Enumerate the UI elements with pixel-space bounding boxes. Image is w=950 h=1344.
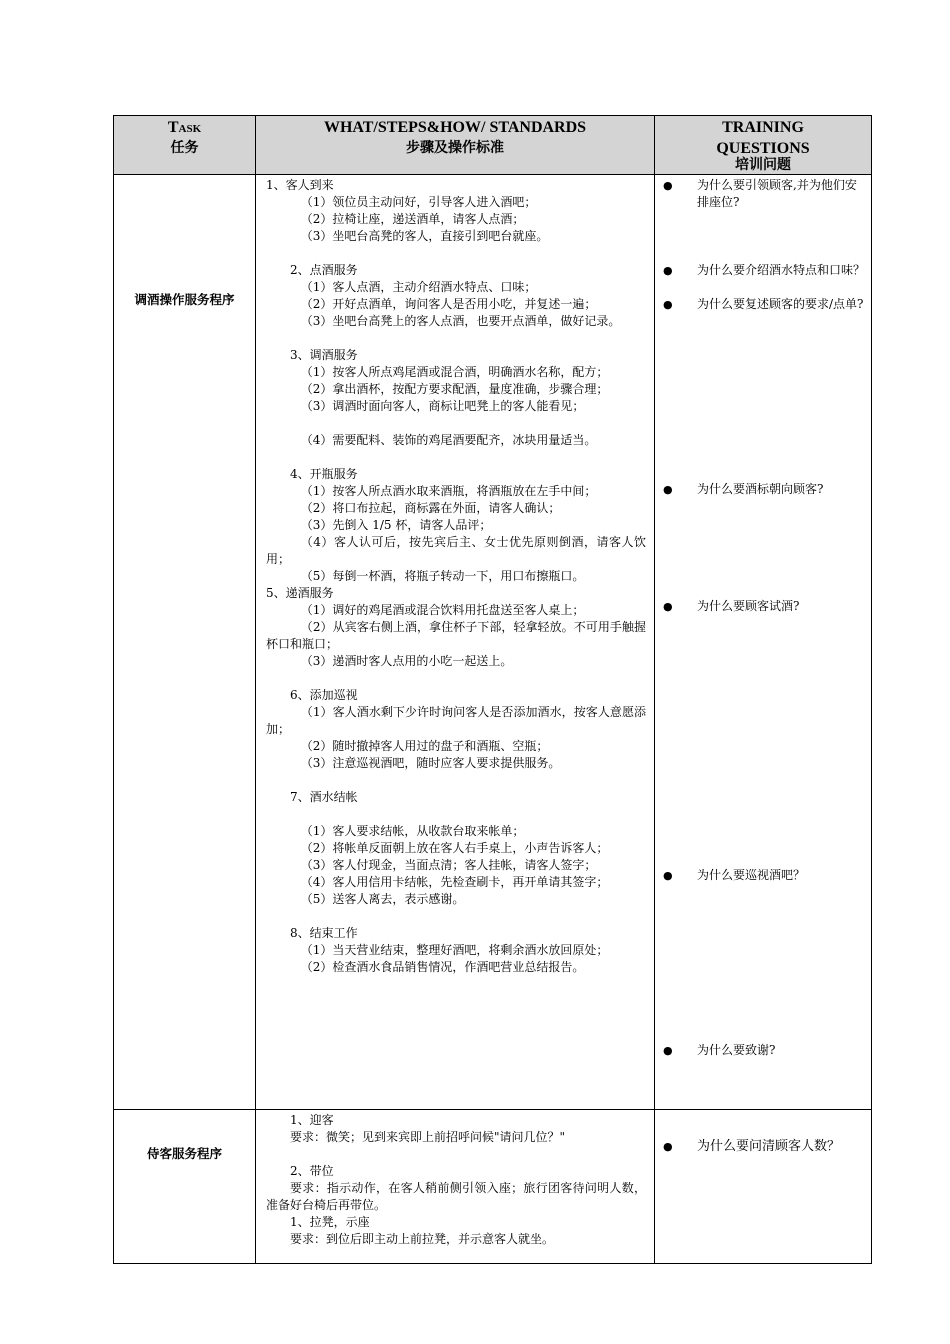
question-text: 为什么要致谢? (697, 1042, 776, 1057)
header-questions-en: TRAINING QUESTIONS (716, 119, 810, 157)
task-cell (114, 1109, 256, 1263)
bullet-icon: ● (663, 599, 673, 613)
bullet-icon: ● (663, 1043, 673, 1057)
blank-line (266, 908, 646, 925)
question-item (663, 481, 867, 498)
question-item (663, 598, 867, 615)
step-line: 要求：指示动作，在客人稍前侧引领入座；旅行团客待问明人数，准备好台椅后再带位。 (266, 1180, 646, 1212)
steps-list (266, 177, 646, 976)
bullet-icon: ● (663, 1139, 673, 1153)
question-text: 为什么要引领顾客,并为他们安排座位? (697, 177, 857, 209)
step-line: （3）客人付现金，当面点清；客人挂帐，请客人签字； (300, 857, 597, 872)
blank-line (266, 449, 646, 466)
question-item (663, 262, 867, 279)
task-cell (114, 174, 256, 1109)
table-row-guest-service (114, 1109, 872, 1263)
step-line: （1）调好的鸡尾酒或混合饮料用托盘送至客人桌上； (300, 602, 585, 617)
step-line: 7、酒水结帐 (290, 789, 358, 804)
step-line: （4）客人认可后，按先宾后主、女士优先原则倒酒，请客人饮用； (266, 534, 646, 566)
blank-line (266, 806, 646, 823)
step-line: （1）客人点酒，主动介绍酒水特点、口味； (300, 279, 537, 294)
step-line: （3）递酒时客人点用的小吃一起送上。 (300, 653, 513, 668)
step-line: （1）客人要求结帐，从收款台取来帐单； (300, 823, 525, 838)
step-line: （1）按客人所点鸡尾酒或混合酒，明确酒水名称，配方； (300, 364, 609, 379)
blank-line (266, 415, 646, 432)
blank-line (266, 1146, 646, 1163)
blank-line (266, 670, 646, 687)
bullet-icon: ● (663, 482, 673, 496)
step-line: （3）注意巡视酒吧，随时应客人要求提供服务。 (300, 755, 561, 770)
procedure-table (113, 115, 872, 1264)
bullet-icon: ● (663, 178, 673, 192)
step-line: （4）需要配料、装饰的鸡尾酒要配齐，冰块用量适当。 (300, 432, 597, 447)
header-steps (256, 116, 655, 175)
steps-cell (256, 174, 655, 1109)
task-name: 调酒操作服务程序 (134, 292, 235, 308)
question-text: 为什么要巡视酒吧？ (697, 867, 806, 882)
blank-line (266, 772, 646, 789)
step-line: 2、点酒服务 (290, 262, 358, 277)
blank-line (266, 245, 646, 262)
step-line: 2、带位 (290, 1163, 334, 1178)
header-questions (655, 116, 872, 175)
step-line: （3）坐吧台高凳上的客人点酒，也要开点酒单，做好记录。 (300, 313, 621, 328)
question-text: 为什么要问清顾客人数？ (697, 1138, 841, 1154)
step-line: （3）调酒时面向客人，商标让吧凳上的客人能看见； (300, 398, 585, 413)
question-item (663, 177, 867, 211)
step-line: （1）按客人所点酒水取来酒瓶，将酒瓶放在左手中间； (300, 483, 597, 498)
bullet-icon: ● (663, 868, 673, 882)
task-name: 侍客服务程序 (146, 1145, 222, 1161)
step-line: （2）将帐单反面朝上放在客人右手桌上，小声告诉客人； (300, 840, 609, 855)
question-text: 为什么要酒标朝向顾客? (697, 481, 824, 496)
header-questions-cn: 培训问题 (735, 156, 791, 173)
step-line: 6、添加巡视 (290, 687, 358, 702)
step-line: （4）客人用信用卡结帐，先检查刷卡，再开单请其签字； (300, 874, 609, 889)
bullet-icon: ● (663, 263, 673, 277)
steps-list (266, 1112, 646, 1248)
header-steps-cn: 步骤及操作标准 (406, 139, 504, 156)
step-line: 1、拉凳，示座 (290, 1214, 370, 1229)
step-line: 4、开瓶服务 (290, 466, 358, 481)
header-task (114, 116, 256, 175)
table-row-bartending (114, 174, 872, 1109)
step-line: （3）先倒入 1/5 杯，请客人品评； (300, 517, 492, 532)
step-line: 8、结束工作 (290, 925, 358, 940)
step-line: （2）将口布拉起，商标露在外面，请客人确认； (300, 500, 561, 515)
step-line: 要求：微笑；见到来宾即上前招呼问候"请问几位？" (290, 1129, 566, 1144)
question-text: 为什么要介绍酒水特点和口味？ (697, 262, 866, 277)
steps-cell (256, 1109, 655, 1263)
header-task-en: Task (167, 119, 202, 136)
question-item (663, 1042, 867, 1059)
step-line: （2）开好点酒单，询问客人是否用小吃，并复述一遍； (300, 296, 597, 311)
step-line: （2）拉椅让座，递送酒单，请客人点酒； (300, 211, 525, 226)
step-line: （1）客人酒水剩下少许时询问客人是否添加酒水，按客人意愿添加； (266, 704, 646, 736)
step-line: （2）从宾客右侧上酒，拿住杯子下部，轻拿轻放。不可用手触握杯口和瓶口； (266, 619, 646, 651)
question-item (663, 296, 867, 313)
step-line: （1）领位员主动问好，引导客人进入酒吧； (300, 194, 537, 209)
table-header-row (114, 116, 872, 175)
question-text: 为什么要复述顾客的要求/点单? (697, 296, 864, 311)
step-line: （5）送客人离去，表示感谢。 (300, 891, 465, 906)
step-line: 1、迎客 (290, 1112, 334, 1127)
step-line: （5）每倒一杯酒，将瓶子转动一下，用口布擦瓶口。 (300, 568, 585, 583)
step-line: （1）当天营业结束，整理好酒吧，将剩余酒水放回原处； (300, 942, 609, 957)
step-line: 要求：到位后即主动上前拉凳，并示意客人就坐。 (290, 1231, 555, 1246)
header-task-cn: 任务 (170, 139, 199, 156)
step-line: （3）坐吧台高凳的客人，直接引到吧台就座。 (300, 228, 549, 243)
question-item (663, 1138, 867, 1155)
step-line: 5、递酒服务 (266, 585, 334, 600)
questions-cell (655, 174, 872, 1109)
step-line: （2）检查酒水食品销售情况，作酒吧营业总结报告。 (300, 959, 585, 974)
questions-cell (655, 1109, 872, 1263)
blank-line (266, 330, 646, 347)
bullet-icon: ● (663, 297, 673, 311)
header-steps-en: WHAT/STEPS&HOW/ STANDARDS (323, 119, 587, 136)
question-item (663, 867, 867, 884)
step-line: （2）拿出酒杯，按配方要求配酒，量度准确，步骤合理； (300, 381, 609, 396)
step-line: （2）随时撤掉客人用过的盘子和酒瓶、空瓶； (300, 738, 549, 753)
step-line: 3、调酒服务 (290, 347, 358, 362)
question-text: 为什么要顾客试酒? (697, 598, 800, 613)
step-line: 1、客人到来 (266, 177, 334, 192)
